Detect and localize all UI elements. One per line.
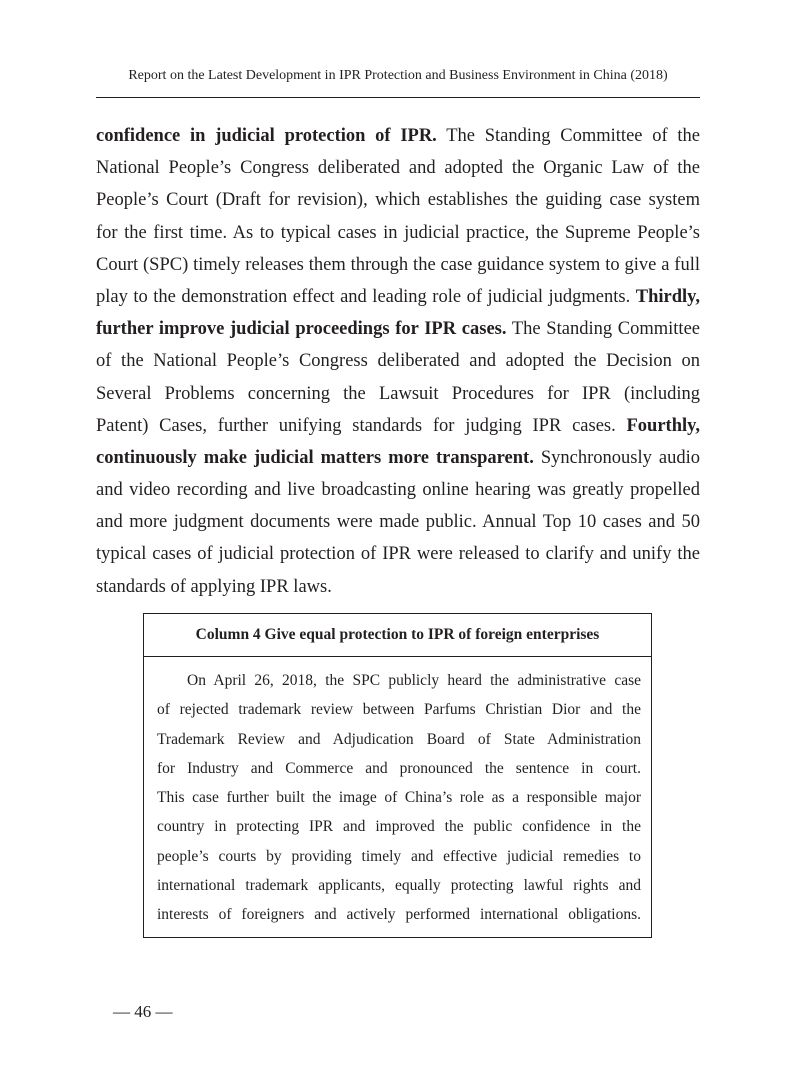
body-line xyxy=(96,378,700,410)
line-text: Synchronously audio xyxy=(533,447,700,468)
body-line xyxy=(96,410,700,442)
body-line xyxy=(96,506,700,538)
line-text: National People’s Congress deliberated and adopted the Organic Law of the xyxy=(96,158,700,179)
body-line xyxy=(96,217,700,249)
body-line xyxy=(96,120,700,152)
running-header: Report on the Latest Development in IPR Protection and Business Environment in China (2018) xyxy=(128,68,668,83)
line-text: of the National People’s Congress deliberated and adopted the Decision on xyxy=(96,351,700,372)
line-text: Patent) Cases, further unifying standards for judging IPR cases. xyxy=(96,415,627,436)
body-line xyxy=(96,442,700,474)
header-rule xyxy=(96,97,700,98)
bold-phrase: Thirdly, xyxy=(635,286,700,307)
line-text: and more judgment documents were made public. Annual Top 10 cases and 50 xyxy=(96,512,700,533)
line-text: typical cases of judicial protection of IPR were released to clarify and unify the xyxy=(96,544,700,565)
column-line: of rejected trademark review between Parfums Christian Dior and the xyxy=(157,701,641,719)
line-text: and video recording and live broadcasting online hearing was greatly propelled xyxy=(96,480,700,501)
column-line: On April 26, 2018, the SPC publicly heard the administrative case xyxy=(187,672,641,689)
column-body xyxy=(157,666,641,930)
body-line xyxy=(96,571,700,603)
line-text: Court (SPC) timely releases them through the case guidance system to give a full xyxy=(96,254,700,275)
column-title: Column 4 Give equal protection to IPR of foreign enterprises xyxy=(144,614,651,657)
column-line: This case further built the image of China’s role as a responsible major xyxy=(157,789,641,807)
column-line: interests of foreigners and actively performed international obligations. xyxy=(157,906,641,924)
page-number: — 46 — xyxy=(113,1002,173,1021)
body-line xyxy=(96,281,700,313)
line-text: play to the demonstration effect and leading role of judicial judgments. xyxy=(96,286,636,307)
column-box xyxy=(143,613,652,938)
column-line: country in protecting IPR and improved the public confidence in the xyxy=(157,818,641,836)
line-text: Several Problems concerning the Lawsuit Procedures for IPR (including xyxy=(96,383,700,404)
line-text: The Standing Committee xyxy=(506,319,700,340)
body-line xyxy=(96,152,700,184)
line-text: standards of applying IPR laws. xyxy=(96,576,332,597)
bold-phrase: continuously make judicial matters more transparent. xyxy=(96,447,534,468)
body-line xyxy=(96,538,700,570)
line-text: for the first time. As to typical cases in judicial practice, the Supreme People’s xyxy=(96,222,700,243)
bold-phrase: further improve judicial proceedings for IPR cases. xyxy=(96,319,507,340)
body-line xyxy=(96,184,700,216)
line-text: People’s Court (Draft for revision), which establishes the guiding case system xyxy=(96,190,700,211)
column-line: Trademark Review and Adjudication Board of State Administration xyxy=(157,730,641,748)
line-text: The Standing Committee of the xyxy=(436,126,701,146)
body-paragraph xyxy=(96,120,700,603)
body-line xyxy=(96,345,700,377)
body-line xyxy=(96,313,700,345)
column-line: people’s courts by providing timely and effective judicial remedies to xyxy=(157,847,641,865)
column-line: international trademark applicants, equally protecting lawful rights and xyxy=(157,877,641,895)
bold-phrase: Fourthly, xyxy=(626,415,700,436)
bold-phrase: confidence in judicial protection of IPR. xyxy=(96,126,437,146)
column-line: for Industry and Commerce and pronounced the sentence in court. xyxy=(157,759,641,777)
body-line xyxy=(96,249,700,281)
body-line xyxy=(96,474,700,506)
